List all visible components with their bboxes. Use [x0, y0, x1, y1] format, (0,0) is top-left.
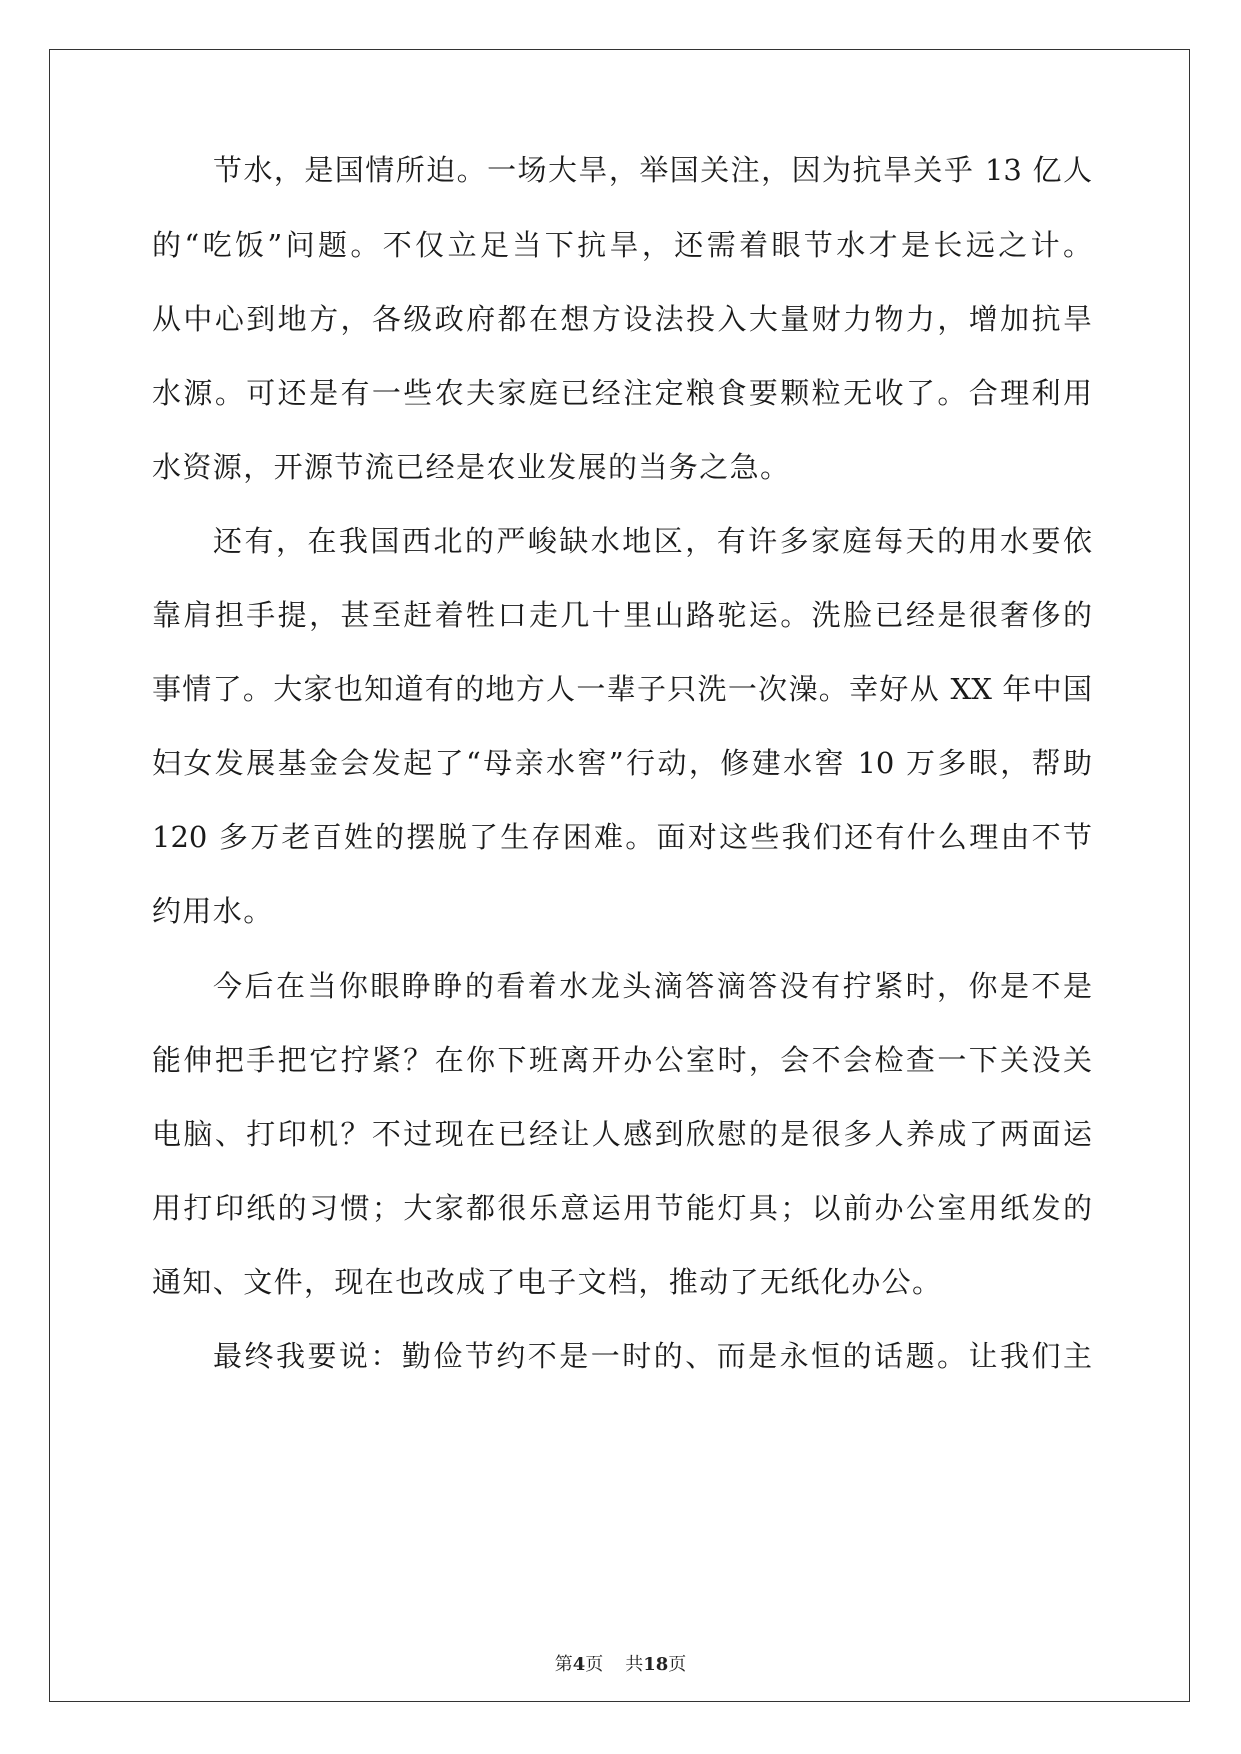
- page-suffix: 页: [585, 1654, 604, 1675]
- paragraph-2-line-3: 事情了。大家也知道有的地方人一辈子只洗一次澡。幸好从 XX 年中国: [152, 672, 1092, 706]
- paragraph-1-line-5: 水资源，开源节流已经是农业发展的当务之急。: [152, 450, 791, 484]
- paragraph-3-line-4: 用打印纸的习惯；大家都很乐意运用节能灯具；以前办公室用纸发的: [152, 1191, 1092, 1225]
- paragraph-1-line-4: 水源。可还是有一些农夫家庭已经注定粮食要颗粒无收了。合理利用: [152, 376, 1092, 410]
- paragraph-2-line-5: 120 多万老百姓的摆脱了生存困难。面对这些我们还有什么理由不节: [152, 820, 1092, 854]
- total-pages: 18: [643, 1654, 669, 1675]
- paragraph-3-line-1: 今后在当你眼睁睁的看着水龙头滴答滴答没有拧紧时，你是不是: [213, 969, 1092, 1003]
- paragraph-1-line-3: 从中心到地方，各级政府都在想方设法投入大量财力物力，增加抗旱: [152, 302, 1092, 336]
- paragraph-4-line-1: 最终我要说：勤俭节约不是一时的、而是永恒的话题。让我们主: [213, 1339, 1092, 1373]
- paragraph-1-line-1: 节水，是国情所迫。一场大旱，举国关注，因为抗旱关乎 13 亿人: [213, 153, 1092, 187]
- page-prefix: 第: [554, 1654, 573, 1675]
- paragraph-2-line-6: 约用水。: [152, 894, 274, 928]
- total-suffix: 页: [668, 1654, 687, 1675]
- paragraph-3-line-2: 能伸把手把它拧紧？在你下班离开办公室时，会不会检查一下关没关: [152, 1043, 1092, 1077]
- paragraph-3-line-3: 电脑、打印机？不过现在已经让人感到欣慰的是很多人养成了两面运: [152, 1117, 1092, 1151]
- paragraph-2-line-4: 妇女发展基金会发起了“母亲水窖”行动，修建水窖 10 万多眼，帮助: [152, 746, 1092, 780]
- paragraph-3-line-5: 通知、文件，现在也改成了电子文档，推动了无纸化办公。: [152, 1265, 943, 1299]
- paragraph-2-line-2: 靠肩担手提，甚至赶着牲口走几十里山路驼运。洗脸已经是很奢侈的: [152, 598, 1092, 632]
- total-prefix: 共: [625, 1654, 644, 1675]
- page-number: 4: [572, 1654, 586, 1675]
- page-footer: [0, 1650, 1241, 1680]
- paragraph-1-line-2: 的“吃饭”问题。不仅立足当下抗旱，还需着眼节水才是长远之计。: [152, 228, 1092, 262]
- paragraph-2-line-1: 还有，在我国西北的严峻缺水地区，有许多家庭每天的用水要依: [213, 524, 1092, 558]
